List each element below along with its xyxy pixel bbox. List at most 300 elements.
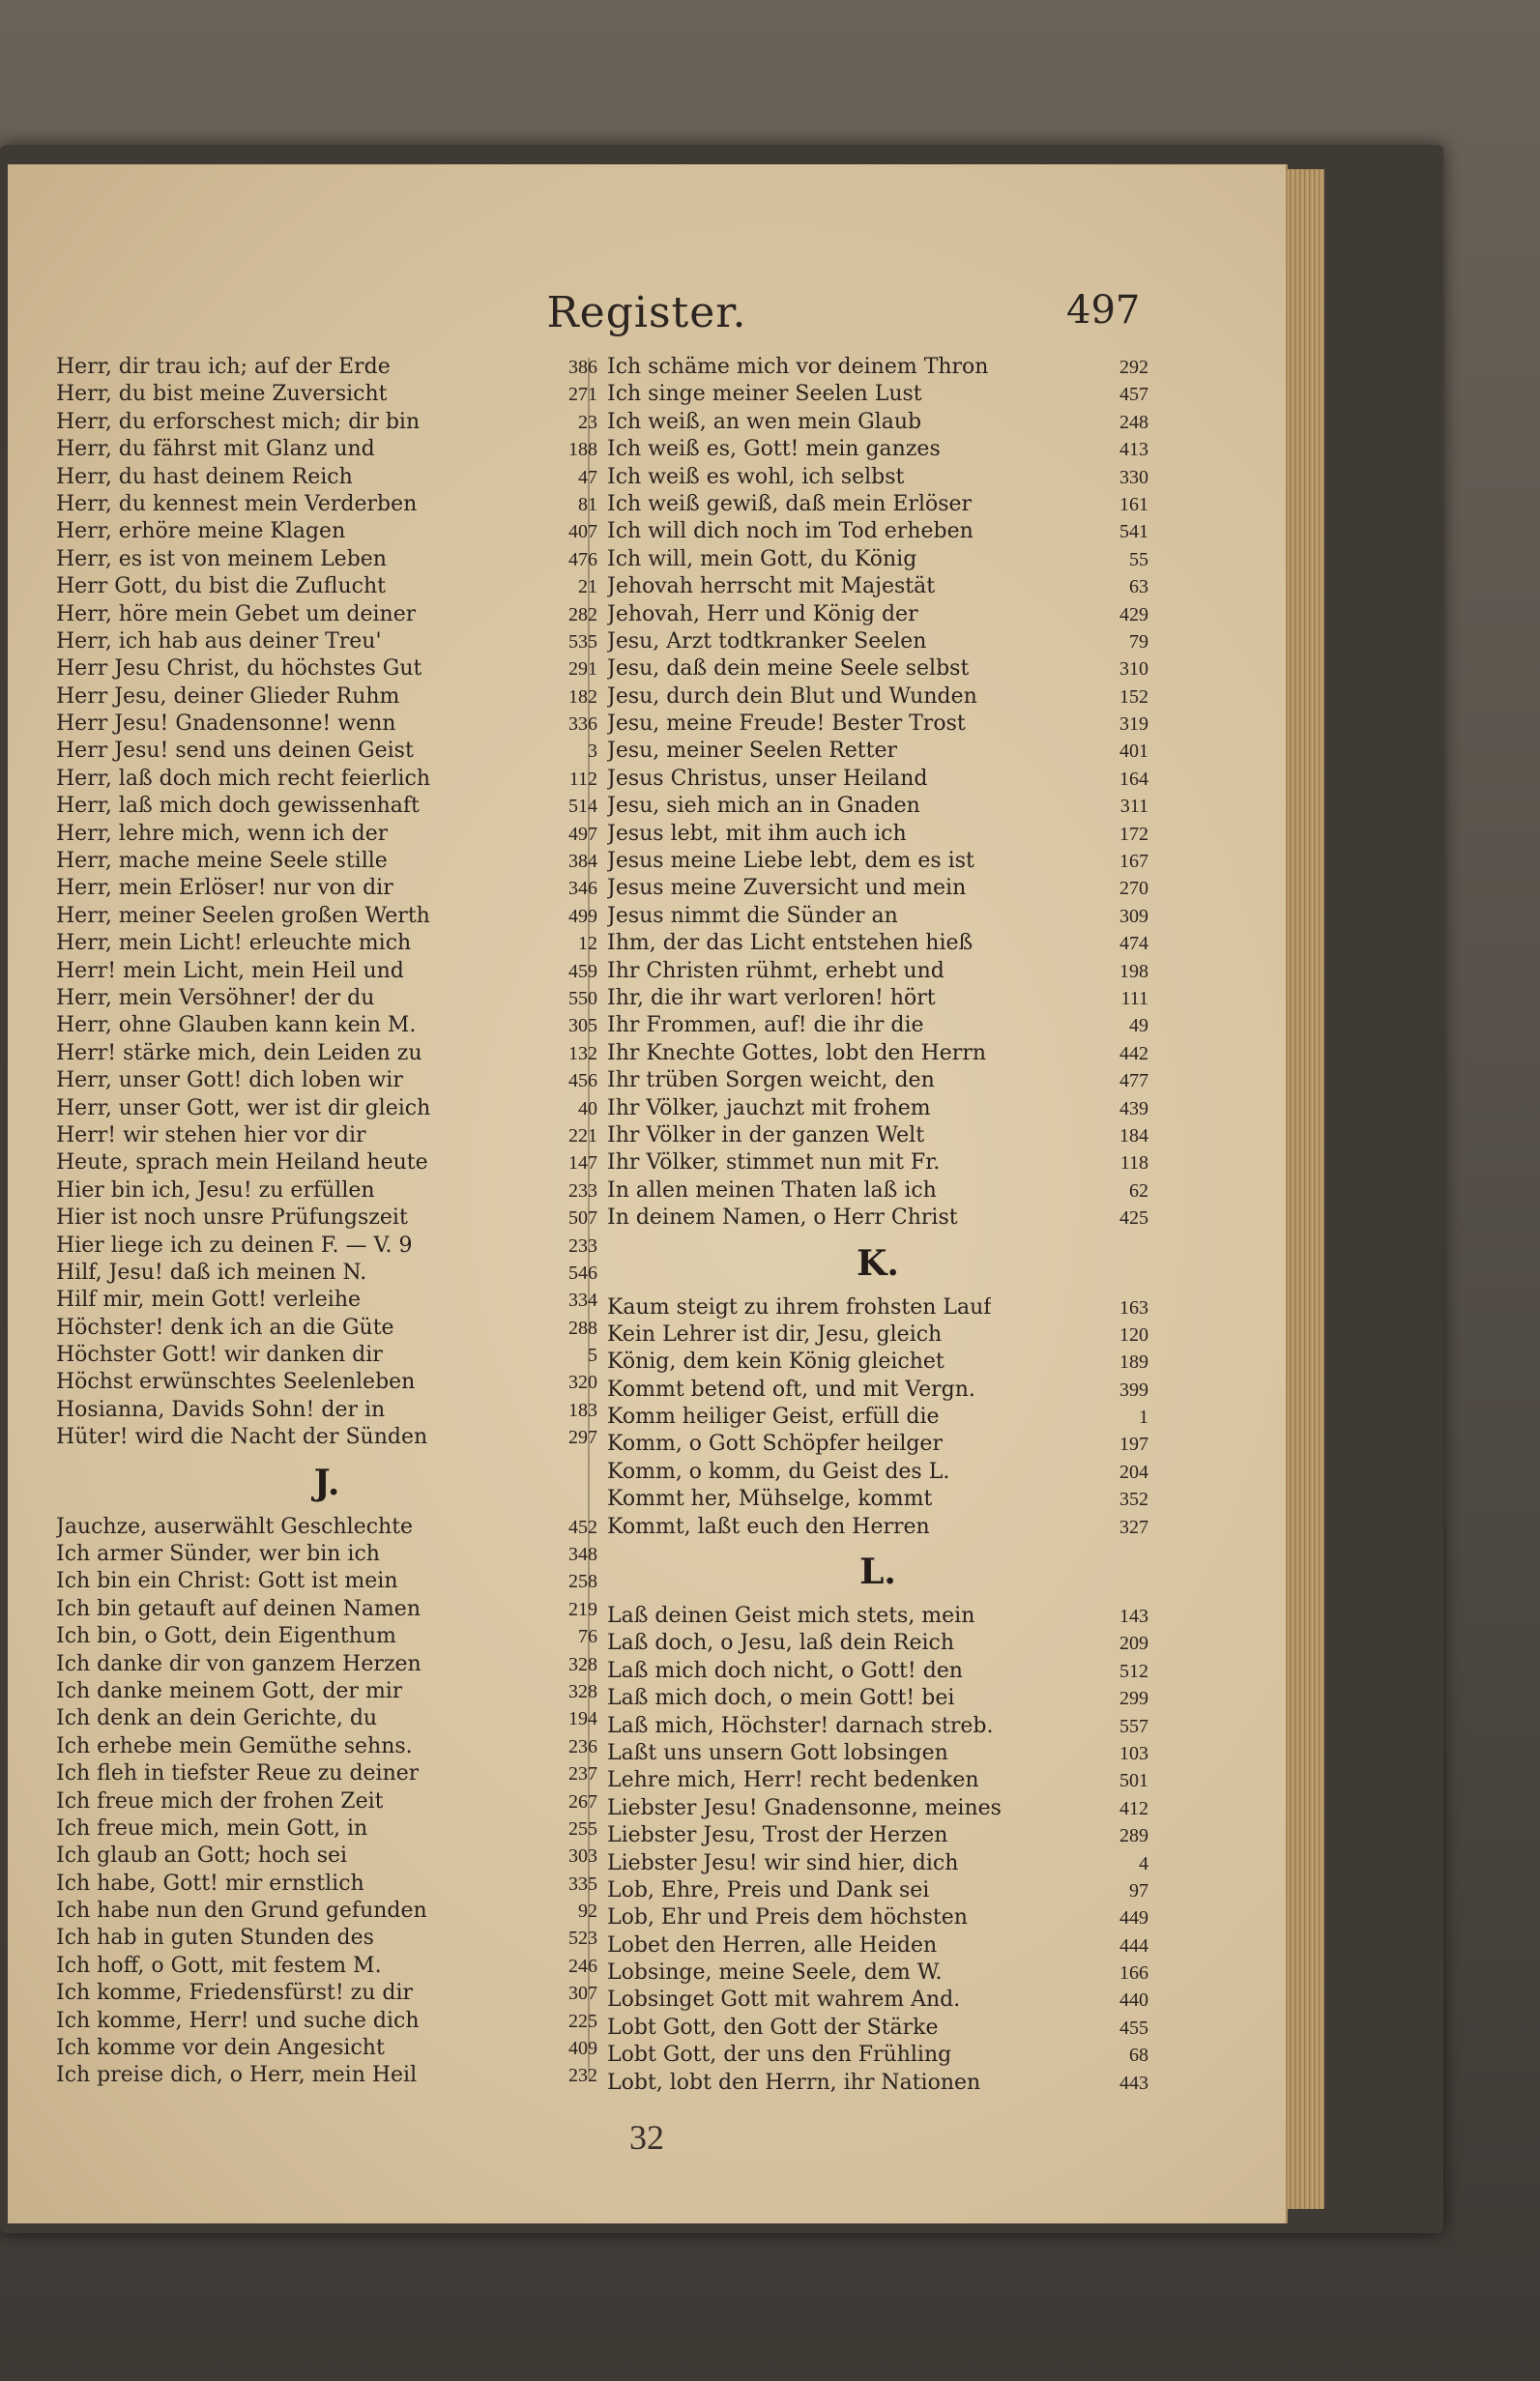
index-entry <box>607 1404 1148 1431</box>
entry-title: König, dem kein König gleichet <box>607 1350 944 1375</box>
entry-number: 225 <box>568 2010 597 2032</box>
index-entry <box>607 1877 1148 1904</box>
entry-title: Kommt her, Mühselge, kommt <box>607 1487 933 1512</box>
entry-title: Ich will, mein Gott, du König <box>607 546 917 571</box>
index-entry <box>56 1040 597 1067</box>
index-entry <box>607 793 1148 820</box>
index-entry <box>607 1740 1148 1767</box>
index-entry <box>607 1431 1148 1458</box>
index-entry <box>607 1349 1148 1376</box>
index-entry <box>56 1760 597 1787</box>
entry-title: Ich armer Sünder, wer bin ich <box>56 1542 380 1567</box>
entry-number: 328 <box>568 1653 597 1675</box>
index-entry <box>607 1514 1148 1541</box>
index-entry <box>56 573 597 600</box>
entry-title: Laß mich doch, o mein Gott! bei <box>607 1686 955 1711</box>
index-entry <box>607 930 1148 957</box>
entry-number: 219 <box>568 1598 597 1620</box>
entry-number: 291 <box>568 658 597 681</box>
index-entry <box>56 1369 597 1396</box>
entry-number: 3 <box>588 740 597 763</box>
entry-number: 132 <box>568 1042 597 1064</box>
entry-number: 4 <box>1139 1852 1148 1874</box>
index-entry <box>56 1122 597 1149</box>
entry-title: Herr, höre mein Gebet um deiner <box>56 601 417 626</box>
page-number: 497 <box>1066 288 1141 333</box>
index-entry <box>56 2062 597 2089</box>
entry-title: Lobt Gott, den Gott der Stärke <box>607 2015 939 2040</box>
index-entry <box>607 1767 1148 1794</box>
index-entry <box>56 903 597 930</box>
entry-title: Ihr Frommen, auf! die ihr die <box>607 1013 924 1038</box>
entry-number: 233 <box>568 1179 597 1202</box>
entry-title: Jesu, daß dein meine Seele selbst <box>607 656 970 682</box>
index-entry <box>56 1623 597 1650</box>
entry-number: 143 <box>1119 1606 1148 1628</box>
index-entry <box>607 1122 1148 1149</box>
entry-number: 152 <box>1119 685 1148 708</box>
index-entry <box>56 1788 597 1815</box>
entry-title: Ich glaub an Gott; hoch sei <box>56 1844 348 1869</box>
entry-number: 335 <box>568 1873 597 1895</box>
index-entry <box>607 1932 1148 1960</box>
entry-number: 233 <box>568 1234 597 1257</box>
entry-title: Ich bin getauft auf deinen Namen <box>56 1596 421 1621</box>
entry-title: Hier liege ich zu deinen F. — V. 9 <box>56 1233 413 1258</box>
index-entry <box>607 766 1148 793</box>
entry-title: Ich freue mich, mein Gott, in <box>56 1815 368 1841</box>
index-entry <box>607 518 1148 545</box>
entry-number: 348 <box>568 1544 597 1566</box>
entry-title: Ich habe, Gott! mir ernstlich <box>56 1871 364 1896</box>
entry-number: 407 <box>568 521 597 543</box>
entry-title: Ich will dich noch im Tod erheben <box>607 519 973 544</box>
entry-number: 334 <box>568 1290 597 1312</box>
entry-number: 21 <box>578 576 597 598</box>
entry-title: Ihr Völker, jauchzt mit frohem <box>607 1095 931 1120</box>
entry-title: Jesu, meine Freude! Bester Trost <box>607 711 966 737</box>
index-entry <box>56 1424 597 1451</box>
entry-title: Liebster Jesu, Trost der Herzen <box>607 1823 948 1848</box>
entry-title: Hier bin ich, Jesu! zu erfüllen <box>56 1177 375 1203</box>
entry-number: 497 <box>568 823 597 845</box>
entry-title: Ich fleh in tiefster Reue zu deiner <box>56 1761 420 1786</box>
entry-title: Herr, du hast deinem Reich <box>56 464 353 489</box>
index-entry <box>607 985 1148 1012</box>
entry-title: Herr, laß mich doch gewissenhaft <box>56 794 420 819</box>
index-entry <box>607 1377 1148 1404</box>
entry-number: 164 <box>1119 768 1148 790</box>
entry-number: 443 <box>1119 2072 1148 2094</box>
entry-number: 384 <box>568 851 597 873</box>
index-entry <box>56 1925 597 1952</box>
entry-title: Ich freue mich der frohen Zeit <box>56 1788 384 1814</box>
entry-title: Herr! stärke mich, dein Leiden zu <box>56 1040 422 1065</box>
index-entry <box>56 1733 597 1760</box>
entry-number: 311 <box>1119 796 1148 818</box>
index-entry <box>56 1871 597 1898</box>
entry-number: 172 <box>1119 823 1148 845</box>
index-entry <box>607 738 1148 765</box>
signature-mark: 32 <box>629 2118 664 2157</box>
entry-title: Jesu, sieh mich an in Gnaden <box>607 794 920 819</box>
entry-number: 81 <box>578 493 597 515</box>
entry-number: 352 <box>1119 1489 1148 1511</box>
entry-number: 118 <box>1119 1152 1148 1175</box>
entry-number: 412 <box>1119 1797 1148 1819</box>
index-entry <box>607 1012 1148 1039</box>
index-entry <box>56 985 597 1012</box>
index-entry <box>56 711 597 738</box>
entry-number: 92 <box>578 1901 597 1923</box>
entry-title: Ich weiß es, Gott! mein ganzes <box>607 437 941 462</box>
entry-title: Hilf, Jesu! daß ich meinen N. <box>56 1260 367 1285</box>
entry-title: Heute, sprach mein Heiland heute <box>56 1150 428 1176</box>
entry-title: Ihr Knechte Gottes, lobt den Herrn <box>607 1040 987 1065</box>
entry-number: 292 <box>1119 357 1148 378</box>
index-entry <box>56 1012 597 1039</box>
entry-number: 546 <box>568 1262 597 1284</box>
index-entry <box>607 1713 1148 1740</box>
index-entry <box>607 601 1148 628</box>
index-entry <box>56 958 597 985</box>
entry-title: Ich hab in guten Stunden des <box>56 1926 374 1951</box>
entry-title: Jesus Christus, unser Heiland <box>607 766 928 791</box>
index-entry <box>607 491 1148 518</box>
entry-title: Höchster! denk ich an die Güte <box>56 1315 394 1340</box>
entry-title: Ich hoff, o Gott, mit festem M. <box>56 1953 382 1978</box>
entry-title: Herr, du erforschest mich; dir bin <box>56 409 421 434</box>
entry-title: Ich weiß gewiß, daß mein Erlöser <box>607 491 973 516</box>
entry-number: 166 <box>1119 1962 1148 1985</box>
index-entry <box>607 1685 1148 1712</box>
entry-title: Herr, mein Erlöser! nur von dir <box>56 876 393 901</box>
entry-number: 476 <box>568 548 597 570</box>
entry-number: 514 <box>568 796 597 818</box>
index-entry <box>56 1177 597 1205</box>
entry-title: In allen meinen Thaten laß ich <box>607 1177 937 1203</box>
entry-number: 452 <box>568 1516 597 1538</box>
entry-title: Ich danke meinem Gott, der mir <box>56 1678 403 1703</box>
entry-number: 457 <box>1119 384 1148 406</box>
entry-title: Herr, du kennest mein Verderben <box>56 491 418 516</box>
entry-title: Herr, du bist meine Zuversicht <box>56 382 388 407</box>
index-entry <box>56 601 597 628</box>
entry-number: 40 <box>578 1097 597 1119</box>
entry-number: 309 <box>1119 905 1148 927</box>
index-entry <box>607 1486 1148 1513</box>
entry-number: 68 <box>1129 2045 1148 2067</box>
index-entry <box>56 1815 597 1843</box>
index-entry <box>607 1603 1148 1630</box>
index-entry <box>607 821 1148 848</box>
index-entry <box>607 1459 1148 1486</box>
index-entry <box>56 1678 597 1705</box>
entry-title: Ich singe meiner Seelen Lust <box>607 382 922 407</box>
index-entry <box>56 491 597 518</box>
entry-title: Komm, o Gott Schöpfer heilger <box>607 1432 943 1457</box>
entry-title: Lobt Gott, der uns den Frühling <box>607 2043 952 2068</box>
entry-number: 198 <box>1119 960 1148 982</box>
entry-number: 409 <box>568 2038 597 2060</box>
index-entry <box>56 1260 597 1287</box>
entry-title: Liebster Jesu! Gnadensonne, meines <box>607 1795 1002 1820</box>
entry-number: 209 <box>1119 1633 1148 1655</box>
index-entry <box>56 2035 597 2062</box>
entry-title: Komm heiliger Geist, erfüll die <box>607 1405 940 1430</box>
entry-title: Liebster Jesu! wir sind hier, dich <box>607 1850 959 1875</box>
entry-title: Jehovah, Herr und König der <box>607 601 918 626</box>
entry-number: 62 <box>1129 1179 1148 1202</box>
entry-number: 330 <box>1119 466 1148 488</box>
entry-number: 328 <box>568 1680 597 1702</box>
index-entry <box>56 683 597 711</box>
entry-title: Ihm, der das Licht entstehen hieß <box>607 931 973 956</box>
entry-number: 47 <box>578 466 597 488</box>
entry-title: Jehovah herrscht mit Majestät <box>607 574 936 599</box>
entry-title: Lobet den Herren, alle Heiden <box>607 1932 938 1958</box>
entry-number: 63 <box>1129 576 1148 598</box>
index-entry <box>56 655 597 682</box>
index-entry <box>607 1321 1148 1349</box>
entry-number: 299 <box>1119 1688 1148 1710</box>
index-entry <box>607 2015 1148 2042</box>
entry-number: 327 <box>1119 1516 1148 1538</box>
section-heading: K. <box>857 1242 899 1284</box>
index-entry <box>607 711 1148 738</box>
entry-number: 189 <box>1119 1351 1148 1374</box>
index-entry <box>607 1630 1148 1657</box>
entry-number: 459 <box>568 960 597 982</box>
index-entry <box>607 1294 1148 1321</box>
index-entry <box>607 381 1148 408</box>
entry-title: Hosianna, Davids Sohn! der in <box>56 1397 386 1422</box>
entry-number: 236 <box>568 1735 597 1757</box>
entry-number: 248 <box>1119 411 1148 433</box>
entry-number: 147 <box>568 1152 597 1175</box>
entry-title: Lob, Ehr und Preis dem höchsten <box>607 1905 968 1931</box>
index-entry <box>56 1843 597 1870</box>
entry-number: 289 <box>1119 1825 1148 1847</box>
entry-title: Hüter! wird die Nacht der Sünden <box>56 1425 428 1450</box>
entry-title: Kommt, laßt euch den Herren <box>607 1514 930 1539</box>
index-entry <box>56 1514 597 1541</box>
entry-number: 161 <box>1119 493 1148 515</box>
column-divider <box>588 358 590 2078</box>
entry-title: Laß deinen Geist mich stets, mein <box>607 1604 975 1629</box>
entry-title: Laß mich, Höchster! darnach streb. <box>607 1713 994 1738</box>
index-entry <box>607 1149 1148 1176</box>
entry-number: 183 <box>568 1399 597 1421</box>
entry-title: Ihr, die ihr wart verloren! hört <box>607 985 936 1010</box>
index-entry <box>607 683 1148 711</box>
entry-number: 184 <box>1119 1124 1148 1147</box>
entry-number: 163 <box>1119 1296 1148 1319</box>
entry-title: Ich komme, Friedensfürst! zu dir <box>56 1981 414 2006</box>
entry-number: 204 <box>1119 1461 1148 1483</box>
index-entry <box>56 1397 597 1424</box>
entry-title: Lob, Ehre, Preis und Dank sei <box>607 1877 930 1902</box>
entry-title: Herr, unser Gott, wer ist dir gleich <box>56 1095 431 1120</box>
section-heading: J. <box>313 1462 340 1503</box>
entry-number: 336 <box>568 713 597 736</box>
index-entry <box>607 354 1148 381</box>
index-entry <box>607 1658 1148 1685</box>
book-page <box>8 164 1288 2223</box>
entry-number: 550 <box>568 987 597 1009</box>
entry-title: Herr Jesu, deiner Glieder Ruhm <box>56 683 400 709</box>
entry-title: Herr Jesu Christ, du höchstes Gut <box>56 656 422 682</box>
index-entry <box>56 1596 597 1623</box>
entry-number: 501 <box>1119 1770 1148 1792</box>
entry-number: 320 <box>568 1372 597 1394</box>
entry-title: Ich denk an dein Gerichte, du <box>56 1706 378 1731</box>
index-entry <box>56 1095 597 1122</box>
entry-number: 103 <box>1119 1742 1148 1764</box>
entry-number: 439 <box>1119 1097 1148 1119</box>
index-entry <box>56 409 597 436</box>
entry-number: 401 <box>1119 740 1148 763</box>
entry-number: 167 <box>1119 851 1148 873</box>
entry-number: 535 <box>568 630 597 653</box>
entry-title: Herr! wir stehen hier vor dir <box>56 1122 366 1147</box>
entry-title: Kaum steigt zu ihrem frohsten Lauf <box>607 1294 992 1320</box>
entry-number: 79 <box>1129 630 1148 653</box>
entry-number: 221 <box>568 1124 597 1147</box>
entry-number: 541 <box>1119 521 1148 543</box>
entry-number: 456 <box>568 1070 597 1092</box>
entry-title: Komm, o komm, du Geist des L. <box>607 1459 950 1484</box>
entry-number: 499 <box>568 905 597 927</box>
index-entry <box>56 518 597 545</box>
entry-title: Kein Lehrer ist dir, Jesu, gleich <box>607 1321 943 1347</box>
index-entry <box>607 464 1148 491</box>
entry-title: Ihr Christen rühmt, erhebt und <box>607 958 944 983</box>
entry-title: Höchster Gott! wir danken dir <box>56 1343 383 1368</box>
entry-number: 270 <box>1119 878 1148 900</box>
entry-number: 307 <box>568 1983 597 2005</box>
entry-number: 413 <box>1119 439 1148 461</box>
entry-number: 120 <box>1119 1323 1148 1346</box>
index-entry <box>56 381 597 408</box>
entry-title: Herr Jesu! Gnadensonne! wenn <box>56 711 396 737</box>
page-title: Register. <box>546 288 747 337</box>
entry-number: 76 <box>578 1626 597 1648</box>
index-entry <box>607 848 1148 875</box>
index-entry <box>56 793 597 820</box>
entry-number: 557 <box>1119 1715 1148 1737</box>
entry-title: Jesus lebt, mit ihm auch ich <box>607 821 907 846</box>
right-column <box>607 354 1148 2097</box>
entry-title: Herr, ich hab aus deiner Treu' <box>56 628 382 653</box>
entry-number: 303 <box>568 1845 597 1868</box>
entry-title: Jesus nimmt die Sünder an <box>607 903 898 928</box>
entry-number: 49 <box>1129 1015 1148 1037</box>
entry-title: In deinem Namen, o Herr Christ <box>607 1205 958 1231</box>
index-entry <box>56 354 597 381</box>
entry-title: Ich bin, o Gott, dein Eigenthum <box>56 1624 396 1649</box>
index-entry <box>56 930 597 957</box>
index-entry <box>607 1987 1148 2014</box>
entry-number: 399 <box>1119 1379 1148 1401</box>
index-entry <box>607 1177 1148 1205</box>
index-entry <box>607 1067 1148 1094</box>
entry-title: Herr, laß doch mich recht feierlich <box>56 766 430 791</box>
index-entry <box>56 766 597 793</box>
entry-title: Ich bin ein Christ: Gott ist mein <box>56 1569 398 1594</box>
entry-title: Ich weiß es wohl, ich selbst <box>607 464 905 489</box>
index-entry <box>607 1850 1148 1877</box>
index-entry <box>56 1541 597 1568</box>
index-entry <box>56 628 597 655</box>
entry-title: Ich weiß, an wen mein Glaub <box>607 409 922 434</box>
index-entry <box>607 903 1148 930</box>
index-entry <box>607 573 1148 600</box>
entry-title: Ich schäme mich vor deinem Thron <box>607 355 989 379</box>
entry-title: Jesus meine Zuversicht und mein <box>607 876 967 901</box>
entry-number: 258 <box>568 1571 597 1593</box>
entry-title: Lobsinge, meine Seele, dem W. <box>607 1960 943 1986</box>
entry-title: Herr, mein Licht! erleuchte mich <box>56 931 412 956</box>
entry-title: Kommt betend oft, und mit Vergn. <box>607 1377 975 1402</box>
entry-number: 444 <box>1119 1934 1148 1957</box>
entry-title: Ich komme, Herr! und suche dich <box>56 2008 420 2033</box>
entry-title: Herr! mein Licht, mein Heil und <box>56 958 404 983</box>
entry-number: 282 <box>568 603 597 625</box>
entry-number: 507 <box>568 1207 597 1230</box>
entry-title: Laß mich doch nicht, o Gott! den <box>607 1658 963 1683</box>
index-entry <box>56 1705 597 1732</box>
entry-title: Lobt, lobt den Herrn, ihr Nationen <box>607 2070 981 2095</box>
entry-title: Ihr trüben Sorgen weicht, den <box>607 1068 935 1093</box>
index-entry <box>607 2042 1148 2069</box>
entry-title: Ich preise dich, o Herr, mein Heil <box>56 2063 418 2088</box>
entry-number: 255 <box>568 1817 597 1840</box>
entry-title: Jesus meine Liebe lebt, dem es ist <box>607 849 974 874</box>
index-entry <box>607 1960 1148 1987</box>
index-entry <box>607 1205 1148 1232</box>
index-entry <box>56 1287 597 1314</box>
entry-number: 288 <box>568 1317 597 1339</box>
entry-title: Hier ist noch unsre Prüfungszeit <box>56 1205 408 1231</box>
entry-title: Lehre mich, Herr! recht bedenken <box>607 1768 979 1793</box>
entry-title: Lobsinget Gott mit wahrem And. <box>607 1988 961 2013</box>
entry-number: 474 <box>1119 933 1148 955</box>
entry-number: 197 <box>1119 1434 1148 1456</box>
index-entry <box>56 1205 597 1232</box>
entry-title: Ich habe nun den Grund gefunden <box>56 1899 427 1924</box>
index-entry <box>607 409 1148 436</box>
entry-title: Herr, unser Gott! dich loben wir <box>56 1068 403 1093</box>
index-entry <box>56 2008 597 2035</box>
entry-number: 512 <box>1119 1660 1148 1682</box>
entry-title: Jesu, Arzt todtkranker Seelen <box>607 628 927 653</box>
entry-number: 182 <box>568 685 597 708</box>
entry-title: Herr, dir trau ich; auf der Erde <box>56 355 391 379</box>
index-entry <box>607 958 1148 985</box>
index-entry <box>56 738 597 765</box>
index-entry <box>607 2070 1148 2097</box>
index-entry <box>607 1095 1148 1122</box>
entry-title: Herr, es ist von meinem Leben <box>56 546 387 571</box>
index-entry <box>56 1651 597 1678</box>
entry-number: 442 <box>1119 1042 1148 1064</box>
entry-number: 188 <box>568 439 597 461</box>
entry-number: 477 <box>1119 1070 1148 1092</box>
entry-number: 111 <box>1120 987 1148 1009</box>
index-entry <box>607 436 1148 463</box>
entry-number: 305 <box>568 1015 597 1037</box>
